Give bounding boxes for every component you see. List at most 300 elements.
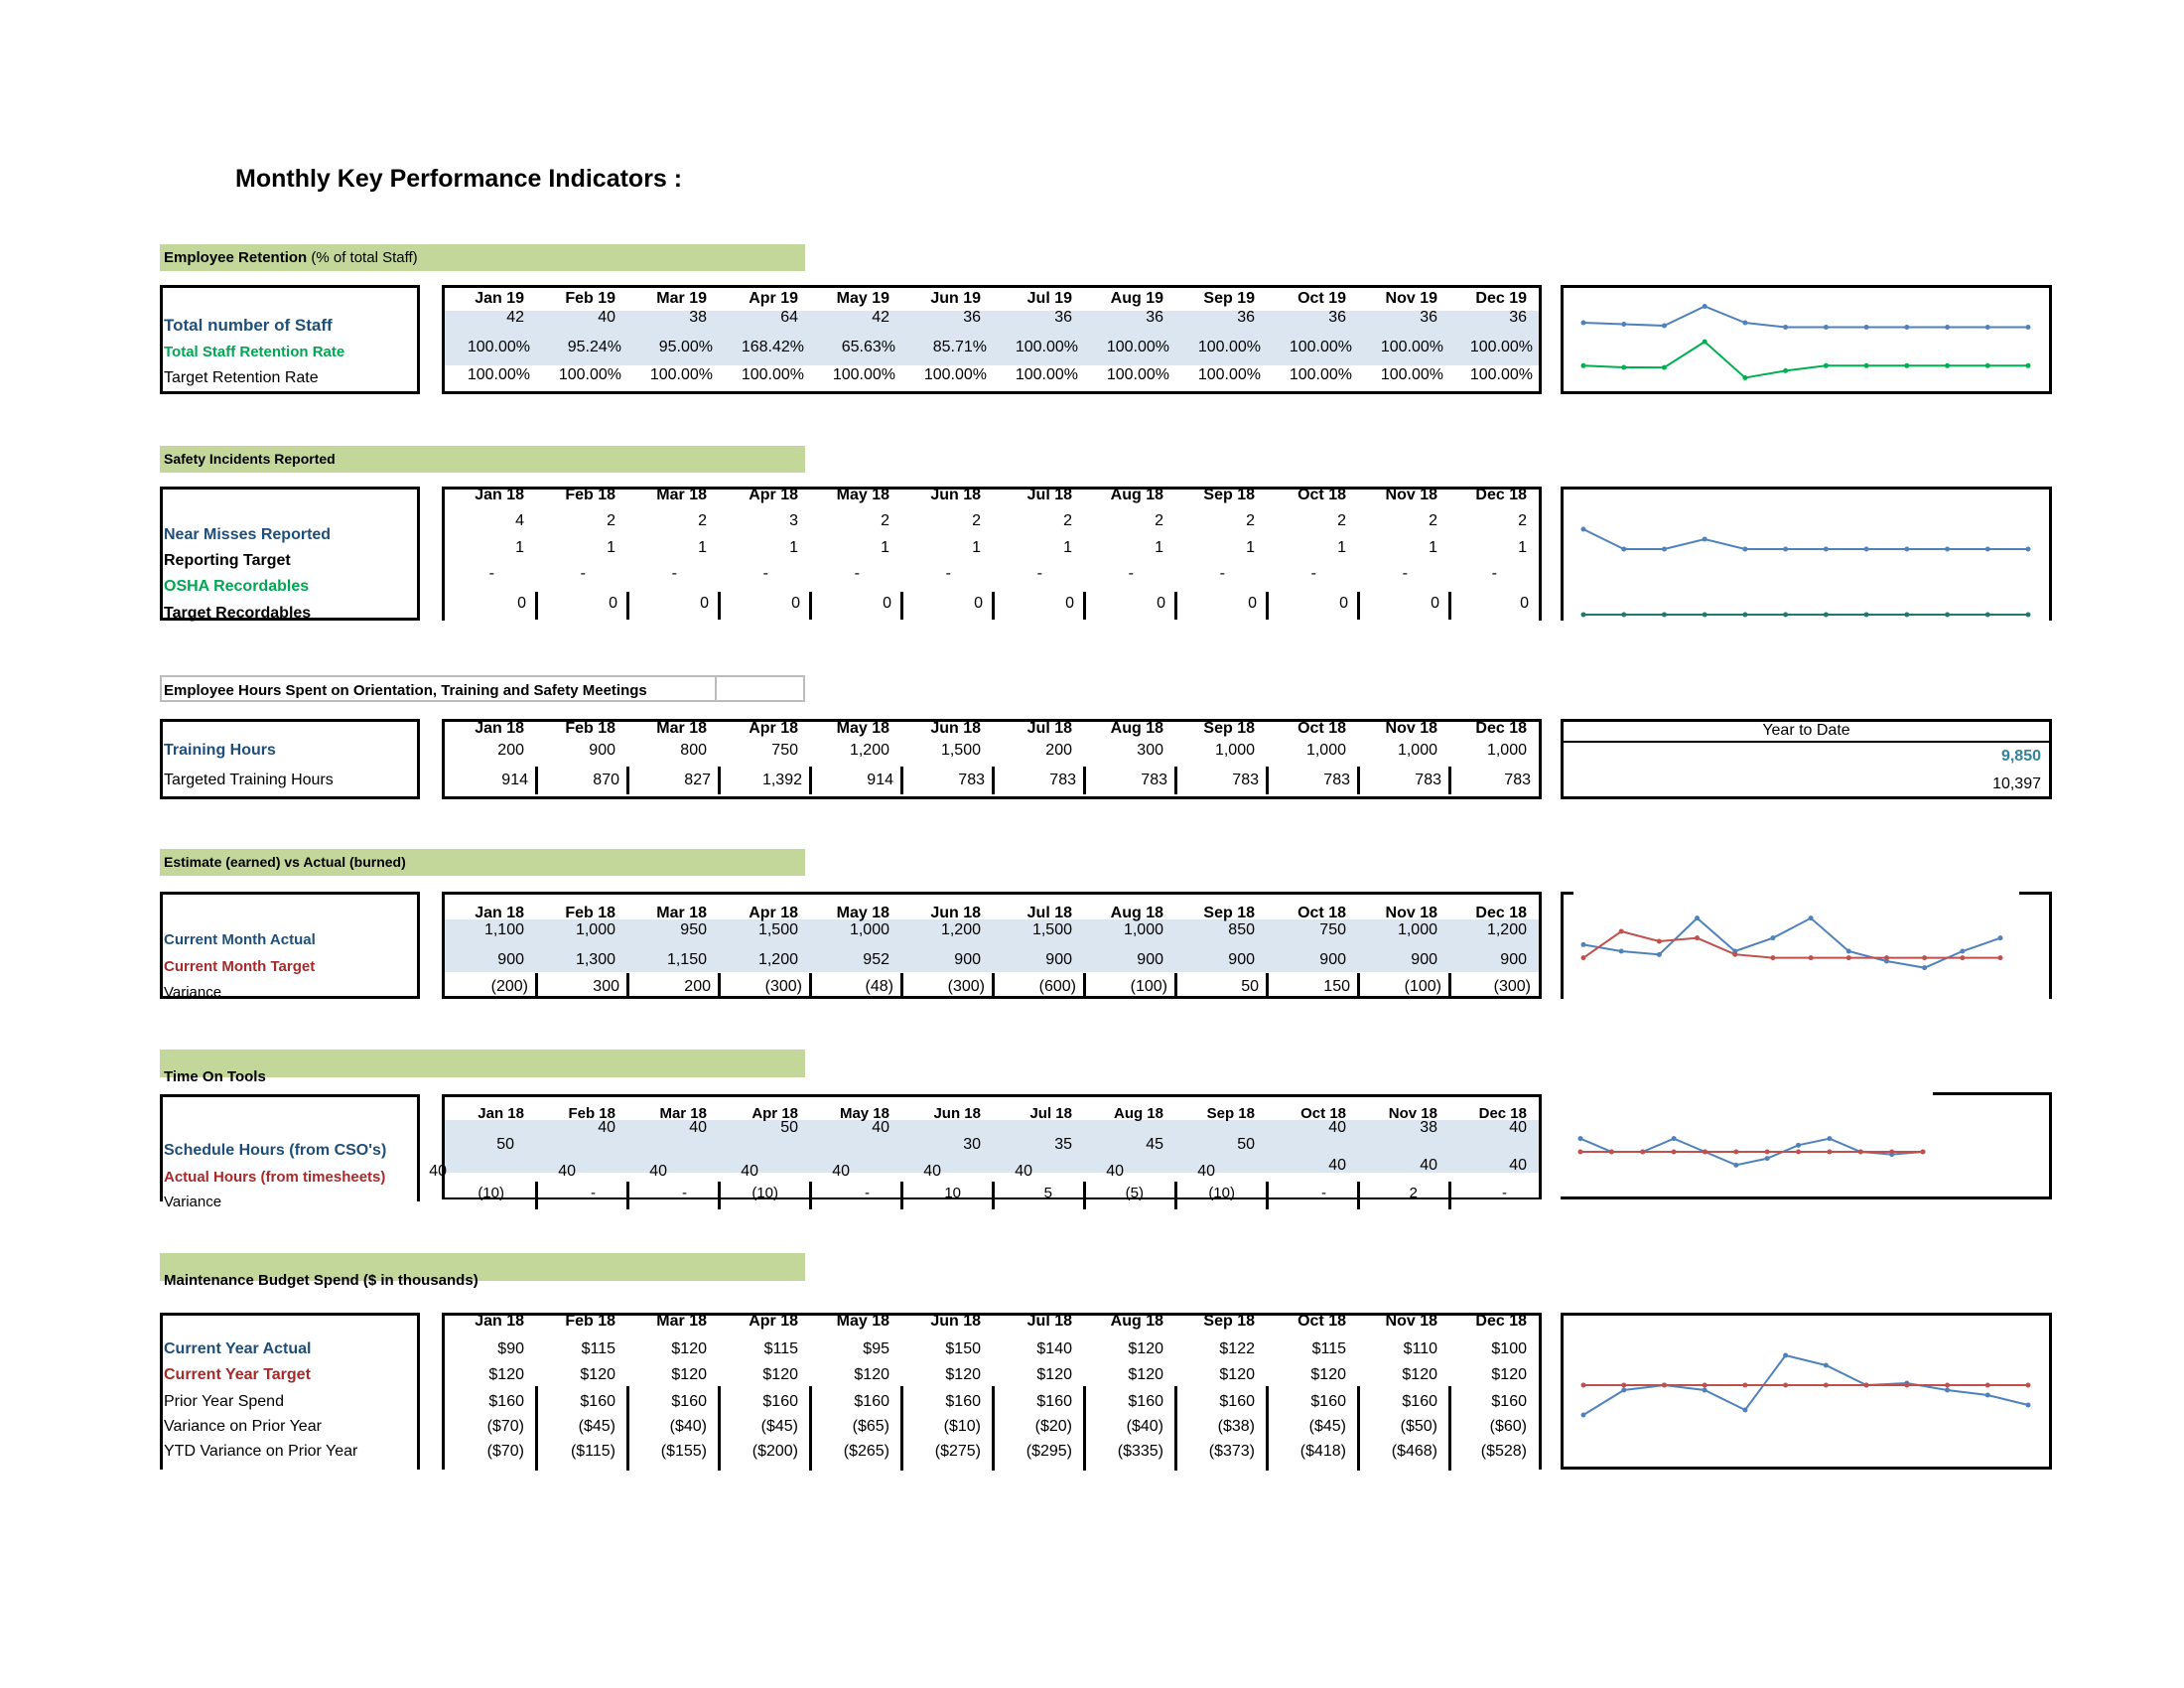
month-header: Apr 18	[749, 720, 798, 737]
table-cell: 42	[872, 309, 889, 326]
table-cell: $160	[1128, 1393, 1163, 1410]
row-label-actual-hours: Actual Hours (from timesheets)	[164, 1169, 386, 1186]
table-cell: ($45)	[1308, 1418, 1346, 1435]
table-cell: 900	[1228, 951, 1255, 968]
table-cell: 45	[1146, 1136, 1163, 1153]
data-point	[1985, 363, 1990, 368]
row-label-year-target: Current Year Target	[164, 1366, 311, 1383]
table-cell: $160	[580, 1393, 615, 1410]
data-point	[1662, 365, 1667, 370]
series-line	[1583, 342, 2028, 377]
section-header-note: (% of total Staff)	[311, 249, 418, 266]
table-cell: 0	[517, 595, 526, 612]
cell-border	[809, 1182, 812, 1209]
table-cell: 100.00%	[1106, 339, 1169, 355]
table-cell: 50	[496, 1136, 514, 1153]
month-header: Feb 19	[565, 290, 615, 307]
data-point	[1921, 1150, 1926, 1155]
table-cell: 65.63%	[841, 339, 895, 355]
table-cell: 900	[497, 951, 524, 968]
section-header-bold: Employee Retention	[164, 249, 308, 266]
cell-border	[535, 1386, 538, 1471]
data-point	[1581, 955, 1586, 960]
data-point	[1783, 325, 1788, 330]
table-cell: 850	[1228, 921, 1255, 938]
data-point	[1945, 1388, 1950, 1393]
row-label-near-misses: Near Misses Reported	[164, 526, 332, 543]
chart-border	[1561, 1196, 2052, 1199]
table-cell: 100.00%	[1469, 366, 1533, 383]
month-header: Nov 18	[1385, 487, 1437, 503]
data-point	[1581, 1413, 1586, 1418]
table-cell: 200	[1045, 742, 1072, 759]
table-cell: 40	[1328, 1119, 1346, 1136]
data-point	[1824, 1363, 1829, 1368]
table-cell: 95.00%	[658, 339, 713, 355]
table-cell: 40	[1509, 1157, 1527, 1174]
table-cell: 0	[791, 595, 800, 612]
data-point	[1619, 929, 1624, 934]
data-point	[1672, 1150, 1677, 1155]
table-cell: (100)	[1404, 978, 1441, 995]
data-point	[1824, 1383, 1829, 1388]
data-point	[1809, 915, 1814, 920]
table-cell: 300	[593, 978, 619, 995]
row-label-schedule-hours: Schedule Hours (from CSO's)	[164, 1142, 387, 1159]
table-cell: ($528)	[1480, 1443, 1527, 1460]
table-cell: ($335)	[1117, 1443, 1163, 1460]
cell-border	[1083, 592, 1086, 620]
table-cell: 2	[1518, 512, 1527, 529]
data-point	[1904, 1383, 1909, 1388]
data-point	[1824, 547, 1829, 552]
table-cell: ($373)	[1208, 1443, 1255, 1460]
table-cell: 40	[598, 1119, 615, 1136]
table-cell: 0	[1431, 595, 1439, 612]
retention-sparkline	[1564, 288, 2049, 391]
data-point	[1703, 1383, 1707, 1388]
cell-border	[1448, 1182, 1451, 1209]
row-label-staff: Total number of Staff	[164, 316, 333, 335]
table-cell: 100.00%	[1469, 339, 1533, 355]
table-cell: ($50)	[1400, 1418, 1437, 1435]
table-cell: 40	[832, 1163, 850, 1180]
data-point	[1904, 363, 1909, 368]
table-cell: (300)	[1493, 978, 1531, 995]
table-cell: $160	[1402, 1393, 1437, 1410]
data-point	[1695, 935, 1700, 940]
cell-border	[1357, 1386, 1360, 1471]
data-point	[2026, 1383, 2031, 1388]
table-cell: 100.00%	[1197, 339, 1261, 355]
ytd-targeted-hours: 10,397	[1992, 775, 2041, 792]
cell-border	[1174, 973, 1177, 999]
data-point	[2026, 547, 2031, 552]
table-cell: 2	[1155, 512, 1163, 529]
data-point	[1945, 363, 1950, 368]
table-cell: 1,200	[1486, 921, 1527, 938]
month-header: Jul 18	[1026, 487, 1072, 503]
month-header: Feb 18	[565, 1313, 615, 1330]
cell-border	[900, 592, 903, 620]
section-header-budget	[160, 1253, 805, 1289]
data-point	[1640, 1150, 1645, 1155]
month-header: Nov 19	[1385, 290, 1437, 307]
data-point	[2026, 325, 2031, 330]
cell-border	[1174, 592, 1177, 620]
month-header: Apr 19	[749, 290, 798, 307]
data-point	[2026, 1403, 2031, 1408]
cell-border	[1083, 1182, 1086, 1209]
table-cell: 36	[1420, 309, 1437, 326]
chart-border	[2049, 1092, 2052, 1199]
table-cell: $160	[1219, 1393, 1255, 1410]
table-cell: $150	[945, 1340, 981, 1357]
table-cell: $160	[1036, 1393, 1072, 1410]
data-point	[1742, 547, 1747, 552]
table-cell: 783	[958, 772, 985, 788]
cell-border	[992, 1182, 995, 1209]
table-cell: (10)	[1208, 1185, 1235, 1201]
month-header: Mar 18	[656, 720, 707, 737]
data-point	[1581, 321, 1586, 326]
cell-border	[809, 973, 812, 999]
table-cell: 36	[1146, 309, 1163, 326]
data-point	[1858, 1150, 1863, 1155]
table-cell: 95.24%	[567, 339, 621, 355]
month-header: Oct 18	[1297, 1313, 1346, 1330]
safety-chart	[1561, 487, 2052, 621]
cell-border	[718, 973, 721, 999]
section-header-safety: Safety Incidents Reported	[160, 446, 805, 473]
data-point	[1824, 363, 1829, 368]
data-point	[1960, 949, 1965, 954]
table-cell: ($468)	[1391, 1443, 1437, 1460]
month-header: Sep 18	[1206, 1105, 1255, 1122]
data-point	[1765, 1150, 1770, 1155]
data-point	[1783, 1383, 1788, 1388]
month-header: Jul 18	[1029, 1105, 1072, 1122]
table-cell: ($45)	[760, 1418, 798, 1435]
cell-border	[1266, 973, 1269, 999]
month-header: Nov 18	[1385, 905, 1437, 921]
table-cell: $115	[763, 1340, 798, 1357]
table-cell: ($70)	[486, 1418, 524, 1435]
data-point	[1904, 547, 1909, 552]
data-point	[1783, 1353, 1788, 1358]
table-cell: -	[1402, 565, 1408, 582]
table-cell: $160	[671, 1393, 707, 1410]
data-point	[1770, 955, 1775, 960]
data-point	[1864, 613, 1869, 618]
cell-border	[1266, 1182, 1269, 1209]
month-header: May 18	[836, 487, 889, 503]
table-cell: 4	[515, 512, 524, 529]
table-cell: 36	[1237, 309, 1255, 326]
table-cell: -	[682, 1185, 687, 1201]
cell-border	[992, 592, 995, 620]
table-cell: 85.71%	[932, 339, 987, 355]
data-point	[1695, 915, 1700, 920]
table-cell: 2	[1337, 512, 1346, 529]
cell-border	[718, 1386, 721, 1471]
cell-border	[535, 1182, 538, 1209]
table-cell: 1,000	[1214, 742, 1255, 759]
month-header: Apr 18	[749, 487, 798, 503]
table-cell: 100.00%	[1289, 366, 1352, 383]
row-label-prior-spend: Prior Year Spend	[164, 1393, 284, 1410]
table-cell: 40	[429, 1163, 447, 1180]
month-header: Feb 18	[565, 720, 615, 737]
cell-border	[626, 767, 629, 794]
data-point	[1672, 1136, 1677, 1141]
month-header: May 18	[836, 720, 889, 737]
table-cell: $160	[945, 1393, 981, 1410]
table-cell: $160	[1310, 1393, 1346, 1410]
table-cell: 2	[881, 512, 889, 529]
cell-border	[1357, 1182, 1360, 1209]
data-point	[1621, 322, 1626, 327]
table-cell: 100.00%	[741, 366, 804, 383]
section-header-text: Employee Hours Spent on Orientation, Training and Safety Meetings	[164, 677, 717, 700]
cell-border	[1448, 1386, 1451, 1471]
safety-sparkline	[1564, 490, 2049, 621]
month-header: Jan 18	[475, 905, 524, 921]
cell-border	[626, 592, 629, 620]
data-point	[1621, 613, 1626, 618]
month-header: Jul 18	[1026, 1313, 1072, 1330]
estimate-sparkline	[1564, 892, 2049, 999]
table-cell: 900	[589, 742, 615, 759]
data-point	[1783, 613, 1788, 618]
data-point	[1742, 375, 1747, 380]
row-label-variance-prior: Variance on Prior Year	[164, 1418, 322, 1435]
table-cell: 1,000	[1397, 742, 1437, 759]
table-cell: (10)	[751, 1185, 778, 1201]
table-cell: 1,300	[575, 951, 615, 968]
table-cell: 40	[1328, 1157, 1346, 1174]
data-point	[1985, 1383, 1990, 1388]
data-point	[1864, 547, 1869, 552]
table-cell: $160	[854, 1393, 889, 1410]
data-point	[1985, 613, 1990, 618]
table-cell: 40	[1197, 1163, 1215, 1180]
row-label-variance: Variance	[164, 1194, 222, 1210]
table-cell: 100.00%	[1380, 366, 1443, 383]
data-point	[1703, 1388, 1707, 1393]
table-cell: 36	[963, 309, 981, 326]
table-cell: ($40)	[1126, 1418, 1163, 1435]
month-header: Jun 18	[930, 1313, 981, 1330]
table-cell: 0	[1157, 595, 1165, 612]
table-cell: ($60)	[1489, 1418, 1527, 1435]
month-header: Aug 19	[1110, 290, 1163, 307]
cell-border	[535, 592, 538, 620]
month-header: Jun 19	[930, 290, 981, 307]
data-point	[2026, 613, 2031, 618]
cell-border	[626, 1182, 629, 1209]
row-label-target-recordables: Target Recordables	[164, 605, 312, 622]
table-cell: 150	[1323, 978, 1350, 995]
month-header: Sep 18	[1203, 720, 1255, 737]
month-header: Sep 18	[1203, 905, 1255, 921]
data-point	[1662, 547, 1667, 552]
data-point	[1742, 1383, 1747, 1388]
table-cell: 100.00%	[1289, 339, 1352, 355]
table-cell: 0	[609, 595, 617, 612]
series-line	[1583, 918, 2000, 968]
cell-border	[1266, 1386, 1269, 1471]
table-cell: -	[1036, 565, 1042, 582]
table-cell: 64	[780, 309, 798, 326]
month-header: Oct 18	[1297, 487, 1346, 503]
table-cell: 5	[1043, 1185, 1052, 1201]
data-point	[1621, 1388, 1626, 1393]
month-header: Mar 18	[656, 905, 707, 921]
data-point	[1783, 547, 1788, 552]
data-point	[1998, 955, 2003, 960]
table-cell: 50	[780, 1119, 798, 1136]
row-label-target-retention: Target Retention Rate	[164, 369, 319, 386]
table-cell: -	[1128, 565, 1134, 582]
month-header: Mar 18	[659, 1105, 707, 1122]
month-header: Mar 18	[656, 1313, 707, 1330]
month-header: Feb 18	[565, 487, 615, 503]
table-cell: -	[591, 1185, 596, 1201]
table-cell: -	[854, 565, 860, 582]
table-cell: -	[762, 565, 768, 582]
month-header: Sep 18	[1203, 487, 1255, 503]
table-cell: 2	[698, 512, 707, 529]
table-cell: ($38)	[1217, 1418, 1255, 1435]
cell-border	[1357, 767, 1360, 794]
row-label-targeted-hours: Targeted Training Hours	[164, 772, 334, 788]
table-cell: (600)	[1038, 978, 1076, 995]
table-cell: 800	[680, 742, 707, 759]
data-point	[1662, 613, 1667, 618]
data-point	[1945, 1383, 1950, 1388]
data-point	[1945, 613, 1950, 618]
table-cell: ($45)	[578, 1418, 615, 1435]
data-point	[1960, 955, 1965, 960]
month-header: May 19	[836, 290, 889, 307]
data-point	[1796, 1150, 1801, 1155]
table-cell: 50	[1241, 978, 1259, 995]
data-point	[1578, 1150, 1583, 1155]
table-cell: 1,000	[1397, 921, 1437, 938]
data-point	[1732, 952, 1737, 957]
budget-sparkline	[1564, 1316, 2049, 1467]
data-point	[1846, 949, 1851, 954]
table-cell: 1	[789, 539, 798, 556]
table-cell: -	[1310, 565, 1316, 582]
table-cell: 1	[698, 539, 707, 556]
table-cell: 40	[649, 1163, 667, 1180]
data-point	[1765, 1156, 1770, 1161]
month-header: Jul 19	[1026, 290, 1072, 307]
cell-border	[535, 973, 538, 999]
table-cell: 900	[1045, 951, 1072, 968]
row-label-variance: Variance	[164, 984, 222, 1001]
table-cell: ($70)	[486, 1443, 524, 1460]
month-header: Jun 18	[930, 487, 981, 503]
cell-border	[992, 767, 995, 794]
table-cell: (200)	[490, 978, 528, 995]
data-point	[1922, 955, 1927, 960]
table-cell: 40	[923, 1163, 941, 1180]
month-header: Jan 18	[475, 1313, 524, 1330]
data-point	[1985, 547, 1990, 552]
data-point	[1703, 1150, 1707, 1155]
section-header-tools	[160, 1050, 805, 1085]
data-point	[1733, 1163, 1738, 1168]
table-cell: 0	[700, 595, 709, 612]
table-cell: 42	[506, 309, 524, 326]
table-cell: ($10)	[943, 1418, 981, 1435]
table-cell: -	[1502, 1185, 1507, 1201]
table-cell: 0	[1520, 595, 1529, 612]
table-cell: -	[1321, 1185, 1326, 1201]
cell-border	[1083, 1386, 1086, 1471]
ytd-header: Year to Date	[1762, 722, 1850, 739]
table-cell: ($155)	[660, 1443, 707, 1460]
month-header: Oct 18	[1300, 1105, 1346, 1122]
cell-border	[626, 1386, 629, 1471]
table-cell: ($40)	[669, 1418, 707, 1435]
data-point	[1846, 955, 1851, 960]
table-cell: 1	[1246, 539, 1255, 556]
table-cell: $120	[854, 1366, 889, 1383]
cell-border	[1174, 1386, 1177, 1471]
table-cell: 950	[680, 921, 707, 938]
table-cell: 2	[972, 512, 981, 529]
table-cell: 36	[1509, 309, 1527, 326]
data-point	[1621, 1383, 1626, 1388]
table-cell: 100.00%	[558, 366, 621, 383]
table-cell: 3	[789, 512, 798, 529]
table-cell: 1,500	[940, 742, 981, 759]
month-header: Dec 19	[1475, 290, 1527, 307]
data-point	[1609, 1150, 1614, 1155]
table-cell: 1	[1063, 539, 1072, 556]
table-cell: 200	[497, 742, 524, 759]
table-cell: $120	[1491, 1366, 1527, 1383]
table-cell: ($418)	[1299, 1443, 1346, 1460]
table-cell: -	[580, 565, 586, 582]
month-header: Jun 18	[933, 1105, 981, 1122]
table-cell: 900	[954, 951, 981, 968]
table-cell: 827	[684, 772, 711, 788]
series-line	[1583, 529, 2028, 549]
table-cell: 900	[1411, 951, 1437, 968]
data-point	[1703, 613, 1707, 618]
section-header-estimate: Estimate (earned) vs Actual (burned)	[160, 849, 805, 876]
table-cell: ($275)	[934, 1443, 981, 1460]
table-cell: 900	[1500, 951, 1527, 968]
cell-border	[900, 1386, 903, 1471]
cell-border	[1174, 767, 1177, 794]
row-label-training-hours: Training Hours	[164, 742, 276, 759]
month-header: Oct 18	[1297, 720, 1346, 737]
cell-border	[1174, 1182, 1177, 1209]
table-cell: (300)	[764, 978, 802, 995]
table-cell: 1,100	[483, 921, 524, 938]
cell-border	[535, 767, 538, 794]
table-cell: 40	[1509, 1119, 1527, 1136]
data-point	[1864, 1383, 1869, 1388]
cell-border	[1083, 767, 1086, 794]
table-cell: $160	[762, 1393, 798, 1410]
